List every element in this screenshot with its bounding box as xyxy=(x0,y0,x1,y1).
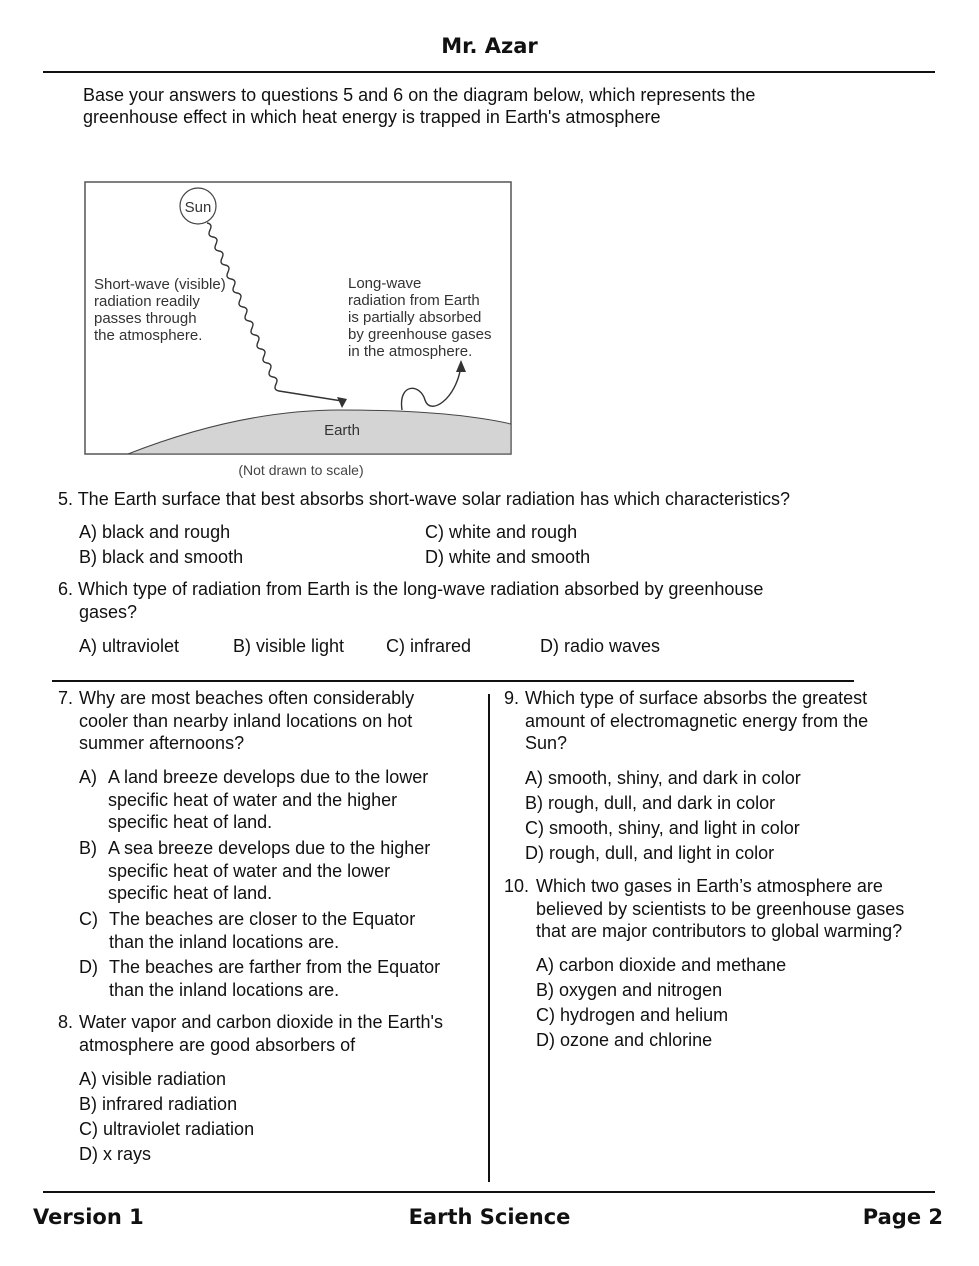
q7-choice-b-line: specific heat of land. xyxy=(108,883,273,903)
intro-line-2: greenhouse effect in which heat energy is trapped in Earth's atmosphere xyxy=(83,107,661,127)
q7-choice-b[interactable] xyxy=(79,837,479,905)
q7-choice-b-line: specific heat of water and the lower xyxy=(108,860,391,881)
q9-choice-a[interactable]: A) smooth, shiny, and dark in color xyxy=(525,768,801,788)
q10-choice-a[interactable]: A) carbon dioxide and methane xyxy=(536,955,787,975)
q10-choice-d[interactable]: D) ozone and chlorine xyxy=(536,1030,713,1050)
section-rule xyxy=(52,680,854,682)
footer-rule xyxy=(43,1191,935,1193)
q10-number: 10. xyxy=(504,876,530,896)
q6-choice-c[interactable]: C) infrared xyxy=(386,636,472,656)
q10-stem-line-1: Which two gases in Earth’s atmosphere are xyxy=(536,876,883,896)
q7-choice-c-line: The beaches are closer to the Equator xyxy=(109,909,416,929)
q7-stem-line-2: cooler than nearby inland locations on hot xyxy=(79,710,413,731)
q7-choice-a-label: A) xyxy=(79,767,97,787)
q8-number: 8. xyxy=(58,1012,74,1032)
q6-stem-line-2: gases? xyxy=(79,602,138,622)
q10-choice-b[interactable]: B) oxygen and nitrogen xyxy=(536,980,723,1000)
footer-subject: Earth Science xyxy=(408,1205,571,1229)
q7-stem-line-1: Why are most beaches often considerably xyxy=(79,688,415,708)
q8-stem-line-2: atmosphere are good absorbers of xyxy=(79,1034,356,1055)
q8-choice-d[interactable]: D) x rays xyxy=(79,1144,151,1164)
page-header-title: Mr. Azar xyxy=(441,34,538,58)
q6-choice-d[interactable]: D) radio waves xyxy=(540,636,661,656)
footer-page-number: Page 2 xyxy=(862,1205,943,1229)
q7-number: 7. xyxy=(58,688,74,708)
q5-choice-d[interactable]: D) white and smooth xyxy=(425,547,591,567)
q9-number: 9. xyxy=(504,688,520,708)
q7-stem-line-3: summer afternoons? xyxy=(79,733,245,753)
earth-label: Earth xyxy=(324,422,360,439)
q8-stem-line-1: Water vapor and carbon dioxide in the Earth's xyxy=(79,1012,443,1032)
q8 xyxy=(58,1011,483,1056)
q7-choice-c[interactable] xyxy=(79,908,479,953)
q9-stem-line-2: amount of electromagnetic energy from the xyxy=(525,710,869,731)
q7-choice-d[interactable] xyxy=(79,956,479,1001)
q10-stem-line-3: that are major contributors to global warming? xyxy=(536,921,903,941)
q6-choice-a[interactable]: A) ultraviolet xyxy=(79,636,180,656)
q6-choice-b[interactable]: B) visible light xyxy=(233,636,345,656)
left-caption: Short-wave (visible) radiation readily passes through the atmosphere. xyxy=(94,276,226,344)
q10 xyxy=(504,875,944,943)
q7 xyxy=(58,687,478,755)
sun-label: Sun xyxy=(184,199,212,216)
q5-choice-a[interactable]: A) black and rough xyxy=(79,522,231,542)
q7-choice-d-label: D) xyxy=(79,957,98,977)
scale-note: (Not drawn to scale) xyxy=(238,462,364,478)
q9 xyxy=(504,687,924,755)
q7-choice-a-line: specific heat of water and the higher xyxy=(108,789,398,810)
footer-version: Version 1 xyxy=(33,1205,144,1229)
q7-choice-d-line: The beaches are farther from the Equator xyxy=(109,957,441,977)
q7-choice-c-line: than the inland locations are. xyxy=(109,931,340,952)
q8-choice-b[interactable]: B) infrared radiation xyxy=(79,1094,238,1114)
q7-choice-b-label: B) xyxy=(79,838,97,858)
q9-stem-line-3: Sun? xyxy=(525,733,568,753)
q7-choice-a[interactable] xyxy=(79,766,479,834)
q8-choice-c[interactable]: C) ultraviolet radiation xyxy=(79,1119,255,1139)
q9-choice-b[interactable]: B) rough, dull, and dark in color xyxy=(525,793,776,813)
q8-choice-a[interactable]: A) visible radiation xyxy=(79,1069,227,1089)
q5-stem: 5. The Earth surface that best absorbs short-wave solar radiation has which characteristics? xyxy=(58,489,791,509)
q7-choice-c-label: C) xyxy=(79,909,98,929)
q10-stem-line-2: believed by scientists to be greenhouse gases xyxy=(536,898,905,919)
q7-choice-d-line: than the inland locations are. xyxy=(109,979,340,1000)
q5-choice-c[interactable]: C) white and rough xyxy=(425,522,578,542)
intro-line-1: Base your answers to questions 5 and 6 on the diagram below, which represents the xyxy=(83,85,756,105)
q7-choice-b-line: A sea breeze develops due to the higher xyxy=(108,838,431,858)
q6-stem-line-1: 6. Which type of radiation from Earth is the long-wave radiation absorbed by greenhouse xyxy=(58,579,764,599)
header-rule xyxy=(43,71,935,73)
right-caption: Long-wave radiation from Earth is partially absorbed by greenhouse gases in the atmosphere. xyxy=(348,275,492,360)
q7-choice-a-line: A land breeze develops due to the lower xyxy=(108,767,429,787)
column-divider xyxy=(488,694,490,1182)
q9-choice-c[interactable]: C) smooth, shiny, and light in color xyxy=(525,818,800,838)
q9-choice-d[interactable]: D) rough, dull, and light in color xyxy=(525,843,775,863)
greenhouse-diagram xyxy=(80,178,516,480)
q10-choice-c[interactable]: C) hydrogen and helium xyxy=(536,1005,729,1025)
q7-choice-a-line: specific heat of land. xyxy=(108,812,273,832)
q9-stem-line-1: Which type of surface absorbs the greatest xyxy=(525,688,868,708)
q5-choice-b[interactable]: B) black and smooth xyxy=(79,547,244,567)
